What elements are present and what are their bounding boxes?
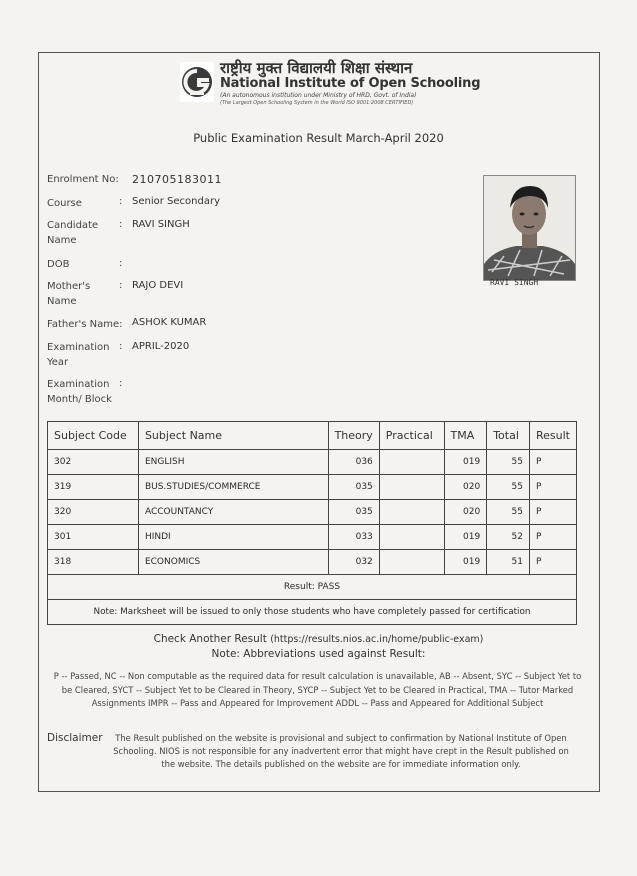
subject-code: 302 <box>48 450 139 475</box>
practical-marks <box>379 500 444 525</box>
header-result: Result <box>530 422 577 450</box>
exam-year-value: APRIL-2020 <box>132 341 190 352</box>
subject-name: HINDI <box>138 525 328 550</box>
colon: : <box>119 196 123 207</box>
abbreviations-text: P -- Passed, NC -- Non computable as the required data for result calculation is unavailable, AB -- Absent, SYC -- Subject Yet to be Cleared, SYCT -- Subject Yet to be Cleared in Theory, SYCP -- Subject Yet to be Cleared in Practical, TMA -- Tutor Marked Assignments IMPR -- Pass and Appeared for Improvement ADDL -- Pass and Appeared for Additional Subject <box>53 671 582 708</box>
abbreviations-title: Note: Abbreviations used against Result: <box>211 648 426 660</box>
exam-block-label: Examination Month/ Block <box>47 379 112 405</box>
disclaimer-label: Disclaimer <box>47 732 103 744</box>
mother-value: RAJO DEVI <box>132 280 184 291</box>
theory-marks: 035 <box>328 500 379 525</box>
theory-marks: 032 <box>328 550 379 575</box>
tma-marks: 020 <box>444 475 487 500</box>
table-row <box>48 475 577 500</box>
table-row <box>48 525 577 550</box>
subject-code: 301 <box>48 525 139 550</box>
course-value: Senior Secondary <box>132 196 220 207</box>
overall-result-row <box>48 575 577 600</box>
subject-result: P <box>530 475 577 500</box>
dob-label: DOB <box>47 259 70 270</box>
subject-code: 320 <box>48 500 139 525</box>
colon: : <box>119 280 123 291</box>
check-another-result <box>0 633 637 645</box>
page-title: Public Examination Result March-April 2020 <box>193 131 444 145</box>
header-tma: TMA <box>444 422 487 450</box>
candidate-photo-icon <box>484 176 575 280</box>
subject-result: P <box>530 500 577 525</box>
nios-logo-icon <box>180 62 214 102</box>
mother-label: Mother's Name <box>47 281 91 307</box>
marksheet-note: Note: Marksheet will be issued to only those students who have completely passed for certification <box>48 600 577 625</box>
practical-marks <box>379 450 444 475</box>
institute-hindi-name: राष्ट्रीय मुक्त विद्यालयी शिक्षा संस्थान <box>220 59 413 77</box>
theory-marks: 036 <box>328 450 379 475</box>
header-theory: Theory <box>328 422 379 450</box>
candidate-value: RAVI SINGH <box>132 219 190 230</box>
header-total: Total <box>487 422 530 450</box>
marks-table <box>47 421 577 625</box>
total-marks: 55 <box>487 450 530 475</box>
total-marks: 51 <box>487 550 530 575</box>
header-subject-code: Subject Code <box>48 422 139 450</box>
table-row <box>48 500 577 525</box>
tma-marks: 020 <box>444 500 487 525</box>
header-practical: Practical <box>379 422 444 450</box>
subject-code: 319 <box>48 475 139 500</box>
check-label: Check Another Result <box>153 633 267 645</box>
photo-caption: RAVI SINGH <box>490 278 539 287</box>
institute-name: National Institute of Open Schooling <box>220 76 481 91</box>
table-row <box>48 550 577 575</box>
subject-result: P <box>530 550 577 575</box>
subject-name: BUS.STUDIES/COMMERCE <box>138 475 328 500</box>
tma-marks: 019 <box>444 525 487 550</box>
father-label: Father's Name: <box>47 319 123 330</box>
subject-code: 318 <box>48 550 139 575</box>
total-marks: 55 <box>487 475 530 500</box>
enrolment-value: 210705183011 <box>132 173 222 186</box>
marksheet-note-row <box>48 600 577 625</box>
header-subject-name: Subject Name <box>138 422 328 450</box>
course-label: Course <box>47 198 82 209</box>
practical-marks <box>379 525 444 550</box>
disclaimer-text: The Result published on the website is provisional and subject to confirmation by National Institute of Open Schooling. NIOS is not responsible for any inadvertent error that might have crept in the Result published on the website. The details published on the website are for immediate information only. <box>113 733 569 769</box>
subject-name: ENGLISH <box>138 450 328 475</box>
institute-tagline: (The Largest Open Schooling System in the World ISO 9001:2008 CERTIFIED) <box>220 100 414 106</box>
subject-name: ECONOMICS <box>138 550 328 575</box>
tma-marks: 019 <box>444 550 487 575</box>
subject-name: ACCOUNTANCY <box>138 500 328 525</box>
theory-marks: 033 <box>328 525 379 550</box>
subject-result: P <box>530 525 577 550</box>
colon: : <box>119 258 123 269</box>
check-result-link[interactable]: (https://results.nios.ac.in/home/public-exam) <box>270 634 484 645</box>
practical-marks <box>379 550 444 575</box>
subject-result: P <box>530 450 577 475</box>
candidate-photo <box>483 175 576 281</box>
tma-marks: 019 <box>444 450 487 475</box>
enrolment-label: Enrolment No: <box>47 174 119 185</box>
exam-year-label: Examination Year <box>47 342 110 368</box>
table-row <box>48 450 577 475</box>
practical-marks <box>379 475 444 500</box>
colon: : <box>119 378 123 389</box>
table-header-row <box>48 422 577 450</box>
colon: : <box>119 219 123 230</box>
institute-header <box>180 59 481 110</box>
overall-result: Result: PASS <box>48 575 577 600</box>
candidate-label: Candidate Name <box>47 220 99 246</box>
total-marks: 55 <box>487 500 530 525</box>
colon: : <box>119 341 123 352</box>
father-value: ASHOK KUMAR <box>132 317 207 328</box>
total-marks: 52 <box>487 525 530 550</box>
theory-marks: 035 <box>328 475 379 500</box>
institute-subtitle: (An autonomous institution under Ministry of HRD, Govt. of India) <box>220 92 417 99</box>
